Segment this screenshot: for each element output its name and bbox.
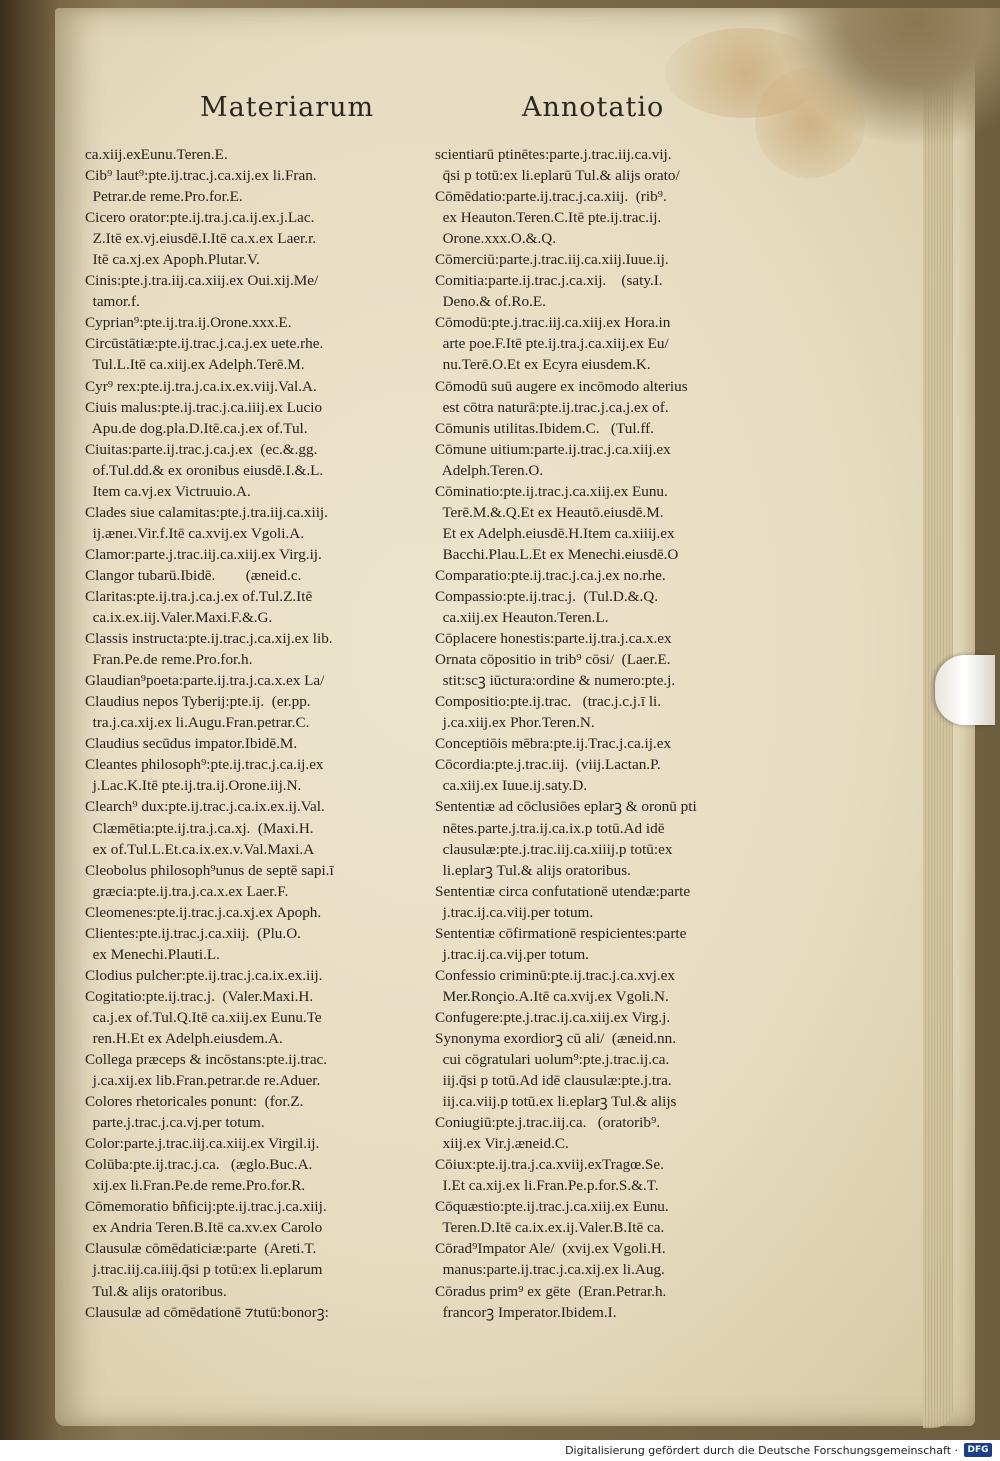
- index-entry-line: Ciuitas:parte.ij.trac.j.ca.j.ex (ec.&.gg.: [85, 440, 318, 458]
- index-entry-line: Sententiæ ad cōclusiōes eplarꝫ & oronū pti: [435, 798, 697, 816]
- index-entry-line: ex Menechi.Plauti.L.: [85, 945, 220, 963]
- index-entry-line: Clamor:parte.j.trac.iij.ca.xiij.ex Virg.ij.: [85, 545, 322, 563]
- index-entry-line: Mer.Ronçio.A.Itē ca.xvij.ex Vgoli.N.: [435, 987, 669, 1005]
- index-entry-line: Clæmētia:pte.ij.tra.j.ca.xj. (Maxi.H.: [85, 819, 314, 837]
- index-entry-line: Cōmunis utilitas.Ibidem.C. (Tul.ff.: [435, 419, 654, 437]
- index-entry-line: Et ex Adelph.eiusdē.H.Item ca.xiiij.ex: [435, 524, 675, 542]
- index-entry-line: Cōmēdatio:parte.ij.trac.j.ca.xiij. (rib⁹.: [435, 188, 667, 206]
- index-entry-line: Clausulæ cōmēdaticiæ:parte (Areti.T.: [85, 1240, 317, 1258]
- page-edges: [923, 28, 953, 1428]
- index-entry-line: ca.xiij.ex Iuue.ij.saty.D.: [435, 777, 588, 795]
- index-entry-line: Cyprian⁹:pte.ij.tra.ij.Orone.xxx.E.: [85, 314, 292, 332]
- index-entry-line: Clientes:pte.ij.trac.j.ca.xiij. (Plu.O.: [85, 924, 301, 942]
- index-entry-line: Itē ca.xj.ex Apoph.Plutar.V.: [85, 251, 260, 269]
- index-entry-line: xiij.ex Vir.j.æneid.C.: [435, 1135, 569, 1153]
- index-entry-line: j.ca.xiij.ex Phor.Teren.N.: [435, 714, 595, 732]
- footer-credit: Digitalisierung gefördert durch die Deutsche Forschungsgemeinschaft ·: [565, 1444, 958, 1457]
- index-entry-line: Ciuis malus:pte.ij.trac.j.ca.iiij.ex Lucio: [85, 398, 323, 416]
- index-entry-line: Cōmerciū:parte.j.trac.iij.ca.xiij.Iuue.ij.: [435, 251, 669, 269]
- index-entry-line: Apu.de dog.pla.D.Itē.ca.j.ex of.Tul.: [85, 419, 308, 437]
- index-entry-line: Colores rhetoricales ponunt: (for.Z.: [85, 1093, 304, 1111]
- index-entry-line: Claritas:pte.ij.tra.j.ca.j.ex of.Tul.Z.Itē: [85, 587, 313, 605]
- index-entry-line: Ornata cōpositio in trib⁹ cōsi/ (Laer.E.: [435, 651, 671, 669]
- index-entry-line: ca.ix.ex.iij.Valer.Maxi.F.&.G.: [85, 609, 273, 627]
- index-entry-line: Clodius pulcher:pte.ij.trac.j.ca.ix.ex.iij.: [85, 966, 323, 984]
- index-entry-line: Bacchi.Plau.L.Et ex Menechi.eiusdē.O: [435, 545, 679, 563]
- index-entry-line: Cogitatio:pte.ij.trac.j. (Valer.Maxi.H.: [85, 987, 314, 1005]
- index-entry-line: francorꝫ Imperator.Ibidem.I.: [435, 1303, 617, 1321]
- index-entry-line: Glaudian⁹poeta:parte.ij.tra.j.ca.x.ex La/: [85, 672, 325, 690]
- index-entry-line: j.trac.ij.ca.vij.per totum.: [435, 945, 589, 963]
- index-entry-line: scientiarū ptinētes:parte.j.trac.iij.ca.vij.: [435, 146, 672, 163]
- index-entry-line: Sententiæ circa confutationē utendæ:parte: [435, 882, 691, 900]
- index-entry-line: Clearch⁹ dux:pte.ij.trac.j.ca.ix.ex.ij.Val.: [85, 798, 325, 816]
- index-entry-line: manus:parte.ij.trac.j.ca.xij.ex li.Aug.: [435, 1261, 665, 1279]
- index-entry-line: Cinis:pte.j.tra.iij.ca.xiij.ex Oui.xij.Me/: [85, 272, 319, 290]
- index-entry-line: Fran.Pe.de reme.Pro.for.h.: [85, 651, 253, 669]
- index-entry-line: Cleobolus philosoph⁹unus de septē sapi.ī: [85, 861, 334, 879]
- index-entry-line: Cōrad⁹Impator Ale/ (xvij.ex Vgoli.H.: [435, 1240, 666, 1258]
- index-entry-line: Cōquæstio:pte.ij.trac.j.ca.xiij.ex Eunu.: [435, 1198, 669, 1216]
- index-entry-line: parte.j.trac.j.ca.vj.per totum.: [85, 1114, 265, 1132]
- index-entry-line: Cōmemoratio bñficij:pte.ij.trac.j.ca.xiij.: [85, 1198, 327, 1216]
- index-entry-line: Adelph.Teren.O.: [435, 461, 544, 479]
- index-entry-line: Clausulæ ad cōmēdationē ⁊tutū:bonorꝫ:: [85, 1303, 329, 1321]
- index-entry-line: Classis instructa:pte.ij.trac.j.ca.xij.ex lib.: [85, 630, 333, 648]
- index-entry-line: Cleantes philosoph⁹:pte.ij.trac.j.ca.ij.ex: [85, 756, 324, 774]
- index-entry-line: Tul.& alijs oratoribus.: [85, 1282, 227, 1300]
- index-entry-line: Cicero orator:pte.ij.tra.j.ca.ij.ex.j.Lac.: [85, 209, 315, 227]
- dfg-logo: DFG: [964, 1443, 992, 1457]
- index-entry-line: q̄si p totū:ex li.eplarū Tul.& alijs orato/: [435, 167, 680, 185]
- index-entry-line: xij.ex li.Fran.Pe.de reme.Pro.for.R.: [85, 1177, 306, 1195]
- index-entry-line: j.Lac.K.Itē pte.ij.tra.ij.Orone.iij.N.: [85, 777, 302, 795]
- index-entry-line: stit:scꝫ iūctura:ordine & numero:pte.j.: [435, 672, 676, 690]
- index-column-right: [435, 144, 770, 1323]
- index-entry-line: Synonyma exordiorꝫ cū ali/ (æneid.nn.: [435, 1029, 677, 1047]
- index-entry-line: tamor.f.: [85, 293, 140, 311]
- index-entry-line: Comparatio:pte.ij.trac.j.ca.j.ex no.rhe.: [435, 566, 666, 584]
- index-entry-line: Claudius secūdus impator.Ibidē.M.: [85, 735, 298, 753]
- index-entry-line: Clangor tubarū.Ibidē. (æneid.c.: [85, 566, 302, 584]
- index-entry-line: I.Et ca.xij.ex li.Fran.Pe.p.for.S.&.T.: [435, 1177, 659, 1195]
- index-entry-line: Color:parte.j.trac.iij.ca.xiij.ex Virgil.ij.: [85, 1135, 320, 1153]
- index-entry-line: j.trac.iij.ca.iiij.q̄si p totū:ex li.eplarum: [85, 1261, 323, 1279]
- index-entry-line: Z.Itē ex.vj.eiusdē.I.Itē ca.x.ex Laer.r.: [85, 230, 317, 248]
- index-entry-line: j.trac.ij.ca.viij.per totum.: [435, 903, 594, 921]
- index-entry-line: ca.xiij.exEunu.Teren.E.: [85, 146, 228, 163]
- index-entry-line: ren.H.Et ex Adelph.eiusdem.A.: [85, 1029, 283, 1047]
- index-entry-line: Cōplacere honestis:parte.ij.tra.j.ca.x.ex: [435, 630, 672, 648]
- digitization-footer: [0, 1440, 1000, 1461]
- index-entry-line: Cōmodū suū augere ex incōmodo alterius: [435, 377, 688, 395]
- index-entry-line: Item ca.vj.ex Victruuio.A.: [85, 482, 251, 500]
- index-entry-line: Cōmodū:pte.j.trac.iij.ca.xiij.ex Hora.in: [435, 314, 671, 332]
- index-entry-line: Cyr⁹ rex:pte.ij.tra.j.ca.ix.ex.viij.Val.A.: [85, 377, 317, 395]
- index-entry-line: Petrar.de reme.Pro.for.E.: [85, 188, 243, 206]
- index-entry-line: arte poe.F.Itē pte.ij.tra.j.ca.xiij.ex Eu/: [435, 335, 669, 353]
- index-entry-line: est cōtra naturā:pte.ij.trac.j.ca.j.ex of.: [435, 398, 669, 416]
- index-entry-line: Cōmune uitium:parte.ij.trac.j.ca.xiij.ex: [435, 440, 671, 458]
- index-entry-line: Clades siue calamitas:pte.j.tra.iij.ca.xiij.: [85, 503, 328, 521]
- index-entry-line: Comitia:parte.ij.trac.j.ca.xij. (saty.I.: [435, 272, 663, 290]
- index-entry-line: ex Andria Teren.B.Itē ca.xv.ex Carolo: [85, 1219, 323, 1237]
- index-entry-line: clausulæ:pte.j.trac.iij.ca.xiiij.p totū:ex: [435, 840, 673, 858]
- running-head-left: Materiarum: [200, 92, 375, 123]
- index-entry-line: Tul.L.Itē ca.xiij.ex Adelph.Terē.M.: [85, 356, 305, 374]
- page-clip: [935, 655, 995, 725]
- index-entry-line: ca.xiij.ex Heauton.Teren.L.: [435, 609, 609, 627]
- index-entry-line: Cōiux:pte.ij.tra.j.ca.xviij.exTragœ.Se.: [435, 1156, 664, 1174]
- index-entry-line: iij.ca.viij.p totū.ex li.eplarꝫ Tul.& alijs: [435, 1093, 677, 1111]
- index-column-left: [85, 144, 415, 1323]
- index-entry-line: græcia:pte.ij.tra.j.ca.x.ex Laer.F.: [85, 882, 289, 900]
- index-entry-line: tra.j.ca.xij.ex li.Augu.Fran.petrar.C.: [85, 714, 310, 732]
- running-head-right: Annotatio: [522, 92, 665, 123]
- index-entry-line: iij.q̄si p totū.Ad idē clausulæ:pte.j.tra.: [435, 1072, 672, 1090]
- index-entry-line: ca.j.ex of.Tul.Q.Itē ca.xiij.ex Eunu.Te: [85, 1008, 322, 1026]
- index-entry-line: Deno.& of.Ro.E.: [435, 293, 546, 311]
- index-entry-line: Terē.M.&.Q.Et ex Heautō.eiusdē.M.: [435, 503, 664, 521]
- index-entry-line: ex Heauton.Teren.C.Itē pte.ij.trac.ij.: [435, 209, 662, 227]
- index-entry-line: Compositio:pte.ij.trac. (trac.j.c.j.ī li.: [435, 693, 662, 711]
- index-entry-line: Cōradus prim⁹ ex gēte (Eran.Petrar.h.: [435, 1282, 667, 1300]
- index-entry-line: Confugere:pte.j.trac.ij.ca.xiij.ex Virg.j.: [435, 1008, 671, 1026]
- index-entry-line: ex of.Tul.L.Et.ca.ix.ex.v.Val.Maxi.A: [85, 840, 315, 858]
- index-entry-line: Cōminatio:pte.ij.trac.j.ca.xiij.ex Eunu.: [435, 482, 668, 500]
- index-entry-line: Cib⁹ laut⁹:pte.ij.trac.j.ca.xij.ex li.Fran.: [85, 167, 317, 185]
- index-entry-line: nētes.parte.j.tra.ij.ca.ix.p totū.Ad idē: [435, 819, 665, 837]
- index-entry-line: cui cōgratulari uolum⁹:pte.j.trac.ij.ca.: [435, 1051, 670, 1069]
- index-entry-line: Coniugiū:pte.j.trac.iij.ca. (oratorib⁹.: [435, 1114, 661, 1132]
- index-entry-line: of.Tul.dd.& ex oronibus eiusdē.I.&.L.: [85, 461, 324, 479]
- index-entry-line: Sententiæ cōfirmationē respicientes:parte: [435, 924, 687, 942]
- index-entry-line: Collega præceps & incōstans:pte.ij.trac.: [85, 1051, 328, 1069]
- index-entry-line: Colūba:pte.ij.trac.j.ca. (æglo.Buc.A.: [85, 1156, 313, 1174]
- index-entry-line: nu.Terē.O.Et ex Ecyra eiusdem.K.: [435, 356, 651, 374]
- index-entry-line: ij.æneı.Vir.f.Itē ca.xvij.ex Vgoli.A.: [85, 524, 304, 542]
- stain: [755, 68, 865, 178]
- index-entry-line: Claudius nepos Tyberij:pte.ij. (er.pp.: [85, 693, 311, 711]
- index-entry-line: Teren.D.Itē ca.ix.ex.ij.Valer.B.Itē ca.: [435, 1219, 665, 1237]
- index-entry-line: Cleomenes:pte.ij.trac.j.ca.xj.ex Apoph.: [85, 903, 322, 921]
- index-entry-line: Confessio criminū:pte.ij.trac.j.ca.xvj.ex: [435, 966, 675, 984]
- index-entry-line: j.ca.xij.ex lib.Fran.petrar.de re.Aduer.: [85, 1072, 321, 1090]
- index-entry-line: Conceptiōis mēbra:pte.ij.Trac.j.ca.ij.ex: [435, 735, 672, 753]
- index-entry-line: Cōcordia:pte.j.trac.iij. (viij.Lactan.P.: [435, 756, 661, 774]
- index-entry-line: Orone.xxx.O.&.Q.: [435, 230, 557, 248]
- index-entry-line: li.eplarꝫ Tul.& alijs oratoribus.: [435, 861, 631, 879]
- index-entry-line: Circūstātiæ:pte.ij.trac.j.ca.j.ex uete.rhe.: [85, 335, 324, 353]
- index-entry-line: Compassio:pte.ij.trac.j. (Tul.D.&.Q.: [435, 587, 659, 605]
